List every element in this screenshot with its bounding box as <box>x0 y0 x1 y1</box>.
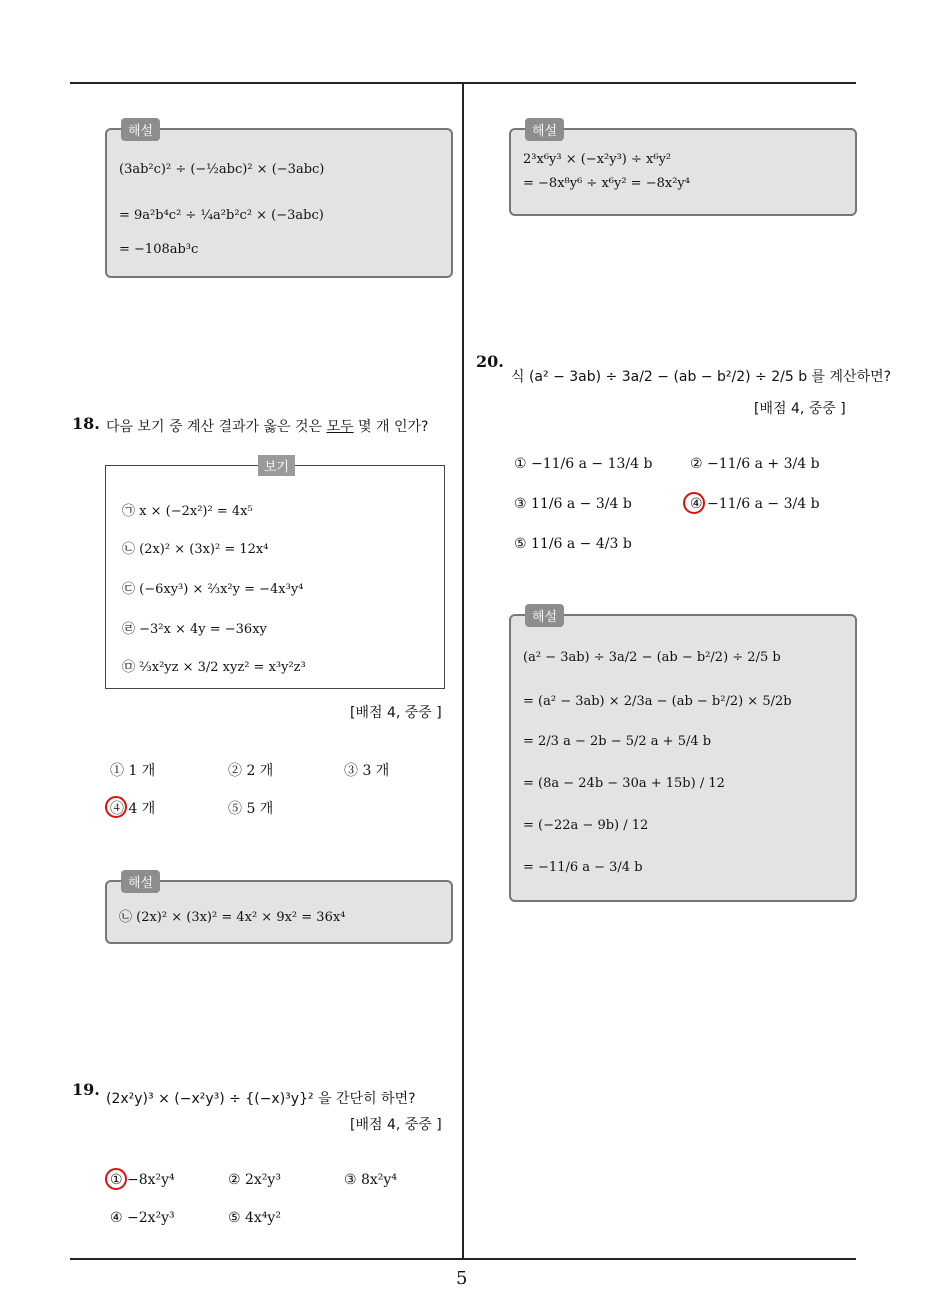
solution-line: = 9a²b⁴c² ÷ ¼a²b²c² × (−3abc) <box>119 208 324 223</box>
answer-choice[interactable]: ① 1 개 <box>110 763 156 779</box>
answer-circle-mark <box>105 1168 127 1190</box>
solution-line: (3ab²c)² ÷ (−½abc)² × (−3abc) <box>119 162 325 177</box>
answer-choice[interactable]: ④ 4 개 <box>110 801 156 817</box>
score-label: [배점 4, 중중 ] <box>350 1117 442 1133</box>
answer-choice[interactable]: ⑤ 11/6 a − 4/3 b <box>514 536 632 552</box>
answer-circle-mark <box>683 492 705 514</box>
bogi-item: ㉡ (2x)² × (3x)² = 12x⁴ <box>122 542 269 557</box>
answer-choice[interactable]: ③ 3 개 <box>344 763 390 779</box>
score-label: [배점 4, 중중 ] <box>350 705 442 721</box>
question-text: (2x²y)³ × (−x²y³) ÷ {(−x)³y}² 을 간단히 하면? <box>106 1091 416 1107</box>
answer-choice[interactable]: ④ −2x²y³ <box>110 1210 175 1226</box>
q18-solution-box <box>105 876 453 944</box>
solution-tag: 해설 <box>121 118 160 141</box>
solution-line: = −11/6 a − 3/4 b <box>523 860 643 875</box>
score-label: [배점 4, 중중 ] <box>754 401 846 417</box>
solution-tag: 해설 <box>525 604 564 627</box>
question-text-part: 몇 개 인가? <box>353 419 429 435</box>
answer-choice[interactable]: ② 2x²y³ <box>228 1172 281 1188</box>
answer-choice[interactable]: ② 2 개 <box>228 763 274 779</box>
answer-choice[interactable]: ② −11/6 a + 3/4 b <box>690 456 820 472</box>
bogi-item: ㉢ (−6xy³) × ⅔x²y = −4x³y⁴ <box>122 582 304 597</box>
q17-solution-box <box>105 124 453 278</box>
bogi-item: ㉠ x × (−2x²)² = 4x⁵ <box>122 504 253 519</box>
bogi-item: ㉤ ⅔x²yz × 3/2 xyz² = x³y²z³ <box>122 660 306 675</box>
question-number: 18. <box>72 414 100 433</box>
answer-choice[interactable]: ① −11/6 a − 13/4 b <box>514 456 653 472</box>
question-number: 20. <box>476 352 504 371</box>
answer-choice[interactable]: ③ 11/6 a − 3/4 b <box>514 496 632 512</box>
answer-choice[interactable]: ④ −11/6 a − 3/4 b <box>690 496 820 512</box>
answer-choice[interactable]: ⑤ 5 개 <box>228 801 274 817</box>
solution-line: 2³x⁶y³ × (−x²y³) ÷ x⁶y² <box>523 152 672 167</box>
solution-line: ㉡ (2x)² × (3x)² = 4x² × 9x² = 36x⁴ <box>119 910 346 925</box>
answer-circle-mark <box>105 796 127 818</box>
bottom-rule <box>70 1258 856 1260</box>
bogi-item: ㉣ −3²x × 4y = −36xy <box>122 622 267 637</box>
bogi-tag: 보기 <box>258 455 295 476</box>
bogi-box <box>105 460 445 689</box>
solution-tag: 해설 <box>525 118 564 141</box>
solution-line: = (−22a − 9b) / 12 <box>523 818 649 833</box>
solution-line: = 2/3 a − 2b − 5/2 a + 5/4 b <box>523 734 712 749</box>
question-number: 19. <box>72 1080 100 1099</box>
q19-solution-box <box>509 124 857 216</box>
solution-line: = (8a − 24b − 30a + 15b) / 12 <box>523 776 725 791</box>
answer-choice[interactable]: ③ 8x²y⁴ <box>344 1172 397 1188</box>
solution-line: = −108ab³c <box>119 242 199 257</box>
solution-line: = −8x⁸y⁶ ÷ x⁶y² = −8x²y⁴ <box>523 176 690 191</box>
solution-line: = (a² − 3ab) × 2/3a − (ab − b²/2) × 5/2b <box>523 694 792 709</box>
solution-tag: 해설 <box>121 870 160 893</box>
column-divider <box>462 84 464 1259</box>
answer-choice[interactable]: ⑤ 4x⁴y² <box>228 1210 281 1226</box>
solution-line: (a² − 3ab) ÷ 3a/2 − (ab − b²/2) ÷ 2/5 b <box>523 650 781 665</box>
question-text: 식 (a² − 3ab) ÷ 3a/2 − (ab − b²/2) ÷ 2/5 b 를 계산하면? <box>511 369 892 385</box>
question-text-emphasis: 모두 <box>326 419 354 435</box>
question-text <box>106 416 428 436</box>
answer-choice[interactable]: ① −8x²y⁴ <box>110 1172 175 1188</box>
page-number: 5 <box>456 1268 468 1289</box>
q20-solution-box <box>509 610 857 902</box>
question-text-part: 다음 보기 중 계산 결과가 옳은 것은 <box>106 419 327 435</box>
